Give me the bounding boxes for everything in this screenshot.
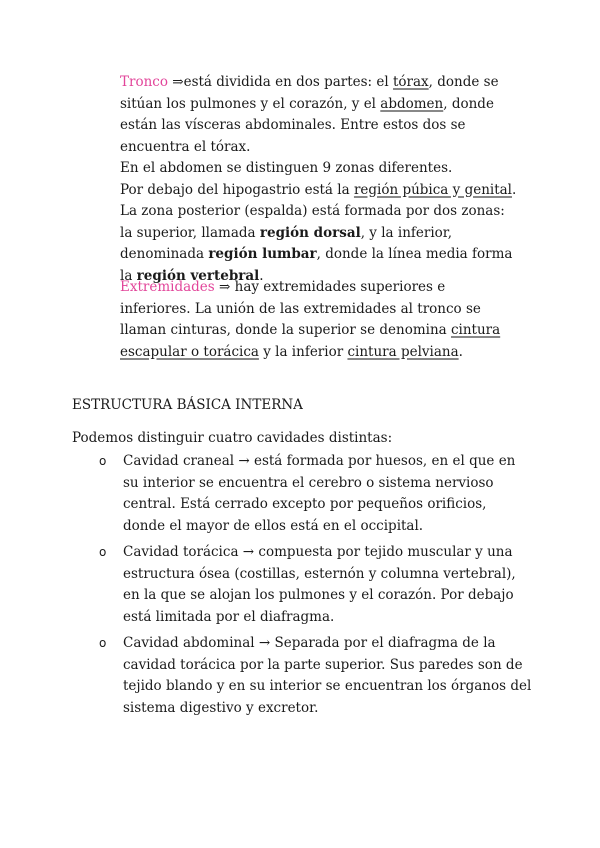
region-vertebral-term: región vertebral xyxy=(136,267,260,284)
list-item xyxy=(72,542,532,628)
bullet-icon: o xyxy=(99,454,107,468)
extremidades-label: Extremidades xyxy=(120,279,215,295)
list-item xyxy=(72,633,532,719)
cintura-escapular-term: cintura escapular o torácica xyxy=(120,322,501,360)
arrow-icon: ⇒ xyxy=(172,74,184,90)
bullet-icon: o xyxy=(99,636,107,650)
extremidades-paragraph: Extremidades ⇒ hay extremidades superiores e inferiores. La unión de las extremidades al tronco se llaman cinturas, donde la superior se denomina cintura escapular o torácica y la inferior cintura pelviana. xyxy=(120,279,501,360)
bullet-icon: o xyxy=(99,545,107,559)
zona-posterior-line: La zona posterior (espalda) está formada por dos zonas: la superior, llamada región dorsal, y la inferior, denominada región lumbar, donde la línea media forma la región vertebral. xyxy=(120,203,513,284)
zonas-line: En el abdomen se distinguen 9 zonas diferentes. xyxy=(120,160,453,176)
cavidad-toracica-text: Cavidad torácica → compuesta por tejido muscular y una estructura ósea (costillas, esternón y columna vertebral), en la que se alojan los pulmones y el corazón. Por debajo está limitada por el diafragma. xyxy=(123,544,516,625)
region-pubica-term: región púbica y genital xyxy=(353,181,513,198)
section-heading: ESTRUCTURA BÁSICA INTERNA xyxy=(72,397,303,413)
cintura-pelviana-term: cintura pelviana xyxy=(347,343,459,360)
abdomen-term: abdomen xyxy=(380,95,444,112)
list-item xyxy=(72,451,532,537)
tronco-label: Tronco xyxy=(120,74,168,90)
region-dorsal-term: región dorsal xyxy=(259,224,361,241)
intro-text: Podemos distinguir cuatro cavidades distintas: xyxy=(72,430,393,446)
cavidad-abdominal-text: Cavidad abdominal → Separada por el diafragma de la cavidad torácica por la parte superior. Sus paredes son de tejido blando y en su interior se encuentran los órganos del sistema digestivo y excretor. xyxy=(123,635,532,716)
tronco-paragraph: Tronco ⇒está dividida en dos partes: el tórax, donde se sitúan los pulmones y el corazón, y el abdomen, donde están las vísceras abdominales. Entre estos dos se encuentra el tórax. En el abdomen se distinguen 9 zonas diferentes. Por debajo del hipogastrio está la región púbica y genital. La zona posterior (espalda) está formada por dos zonas: la superior, llamada región dorsal, y la inferior, denominada región lumbar, donde la línea media forma la región vertebral. xyxy=(120,72,520,287)
hipogastrio-line: Por debajo del hipogastrio está la región púbica y genital. xyxy=(120,181,517,198)
torax-term: tórax xyxy=(393,74,429,90)
cavidad-craneal-text: Cavidad craneal → está formada por huesos, en el que en su interior se encuentra el cerebro o sistema nervioso central. Está cerrado excepto por pequeños orificios, donde el mayor de ellos está en el occipital. xyxy=(123,453,516,534)
arrow-icon: ⇒ xyxy=(219,279,231,295)
region-lumbar-term: región lumbar xyxy=(208,246,317,262)
cavidades-list xyxy=(72,451,532,724)
